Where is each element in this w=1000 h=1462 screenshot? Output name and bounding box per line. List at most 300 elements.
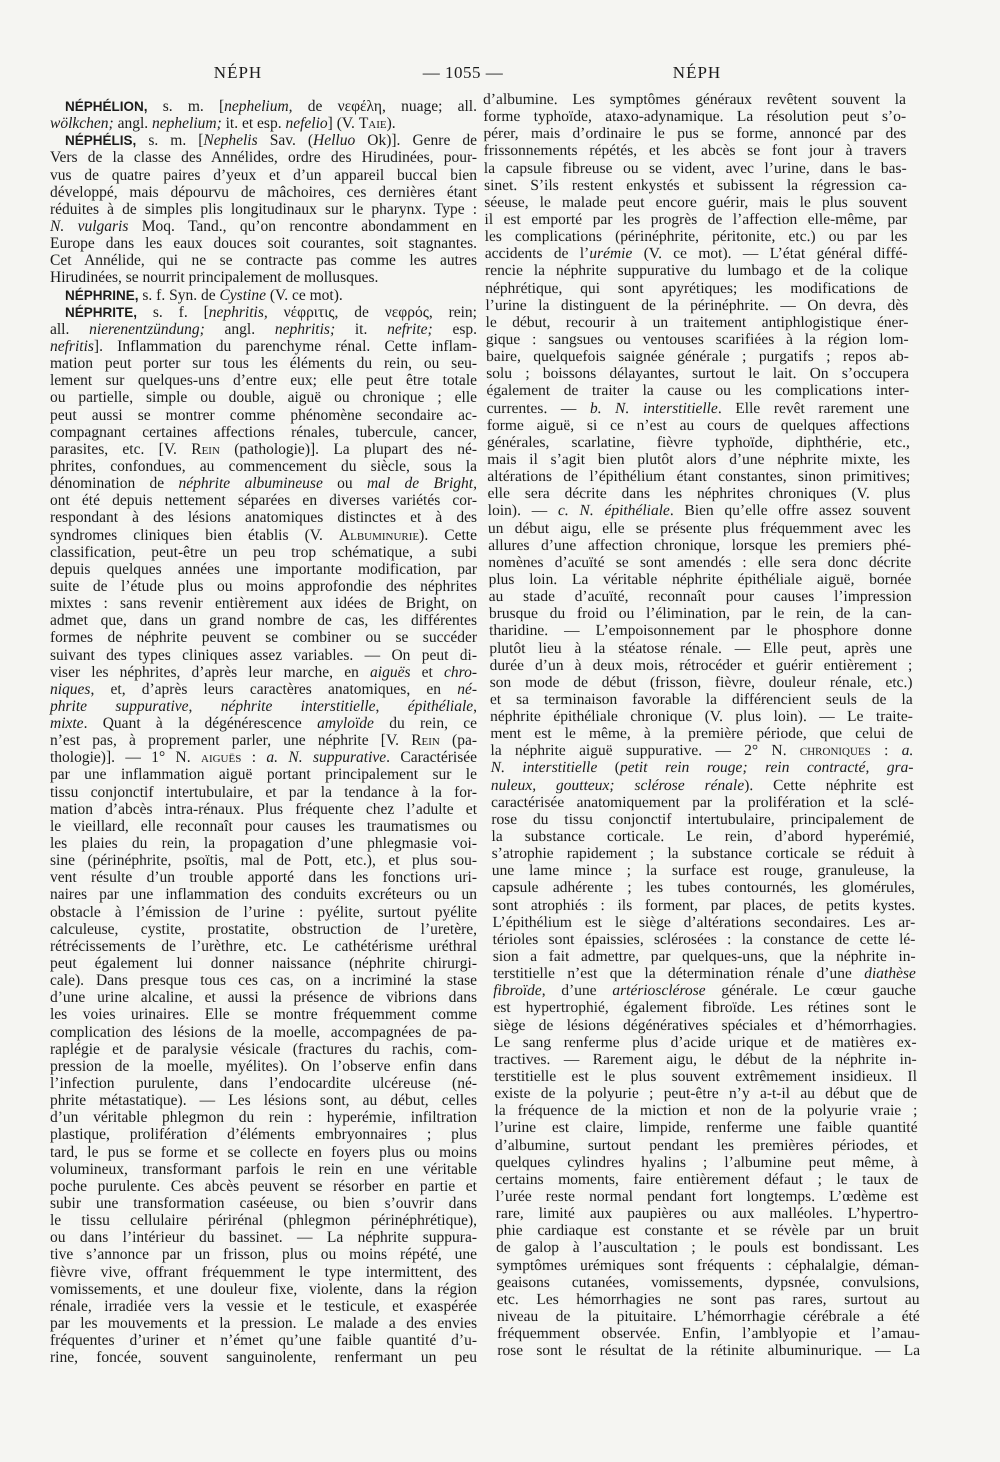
text-run: développé, mais dépourvu de mâchoires, ces dernières étant xyxy=(50,183,477,201)
text-line xyxy=(50,989,477,1006)
text-line xyxy=(492,897,915,914)
text-line xyxy=(50,1264,477,1281)
text-run: baire, quelquefois saignée générale ; purgatifs ; repos ab- xyxy=(485,348,909,366)
text-run: s. f. Syn. de xyxy=(138,286,220,304)
text-line xyxy=(491,811,914,828)
text-run: siège de lésions dégénératives spéciales et d’hémorrhagies. xyxy=(493,1016,917,1034)
text-line xyxy=(50,527,477,544)
text-run: rine, foncée, souvent sanguinolente, renfermant un peu xyxy=(50,1349,477,1367)
text-line xyxy=(487,485,910,502)
text-run: (V. ce mot). — L’état général diffé- xyxy=(632,245,908,263)
small-caps-text: Rein xyxy=(191,440,220,458)
text-line xyxy=(497,1308,920,1325)
text-run: d’albumine. Les symptômes généraux revêtent souvent la xyxy=(483,91,907,108)
text-run: . Bien qu’elle offre assez souvent xyxy=(669,502,911,520)
text-line xyxy=(50,801,477,818)
text-line xyxy=(50,955,477,972)
text-run: , xyxy=(188,697,221,715)
text-line xyxy=(50,647,477,664)
small-caps-text: aiguës xyxy=(201,749,242,767)
dictionary-entry xyxy=(50,132,477,286)
italic-text: mixte xyxy=(50,715,84,733)
text-run: fréquentes d’uriner et n’émet qu’une faible quantité d’u- xyxy=(50,1332,477,1350)
text-line xyxy=(486,314,909,331)
dictionary-entry xyxy=(50,98,477,132)
text-line xyxy=(50,338,477,355)
text-line xyxy=(50,149,477,166)
italic-text: niques xyxy=(50,680,91,698)
small-caps-text: chroniques xyxy=(799,742,871,760)
text-run: ou partielle, simple ou double, aiguë ou chronique ; elle xyxy=(50,389,477,407)
text-line xyxy=(495,1119,918,1136)
text-line xyxy=(488,571,911,588)
text-run: compagnant certaines affections rénales, tubercule, cancer, xyxy=(50,423,477,441)
text-run: d’albumine, surtout pendant les premières périodes, et xyxy=(494,1136,918,1154)
text-run: ). Cette xyxy=(419,526,477,544)
text-line xyxy=(50,595,477,612)
text-run: sion a fait admettre, par quelques-uns, que la néphrite in- xyxy=(492,948,916,966)
text-line xyxy=(50,218,477,235)
text-run: ment est le même, à la première période, que celui de xyxy=(490,725,914,743)
text-line xyxy=(487,468,910,485)
italic-text: nefrite; xyxy=(387,320,433,338)
dictionary-entry xyxy=(50,287,477,304)
text-line xyxy=(495,1154,918,1171)
text-line xyxy=(50,269,477,286)
italic-text: né- xyxy=(457,680,477,698)
text-run: loin). — xyxy=(487,502,559,520)
text-run: admet que, dans un grand nombre de cas, les différentes xyxy=(50,612,477,630)
italic-text: épithéliale xyxy=(407,697,474,715)
text-line xyxy=(483,108,906,125)
text-run: Le sang renferme plus d’acide urique et de matières ex- xyxy=(493,1033,917,1051)
text-run: le vieillard, elle reconnaît pour causes les traumatismes ou xyxy=(50,817,477,835)
text-line xyxy=(486,382,909,399)
text-line xyxy=(50,1092,477,1109)
text-line xyxy=(484,160,907,177)
text-run: symptômes urémiques sont fréquents : céphalalgie, déman- xyxy=(496,1256,920,1274)
text-column-right xyxy=(483,91,920,1359)
running-head-left: NÉPH xyxy=(213,63,263,82)
text-run: Europe dans les eaux douces soit courantes, soit stagnantes. xyxy=(50,235,477,253)
text-line xyxy=(50,1161,477,1178)
text-run: currentes. — xyxy=(486,399,591,417)
text-run: du rein, ce xyxy=(373,715,477,733)
text-line xyxy=(50,869,477,886)
text-run: vent résulte d’un trouble apporté dans les fonctions uri- xyxy=(50,869,477,887)
text-run: rénale, irradiée vers la vessie et le testicule, et exaspérée xyxy=(50,1297,477,1315)
italic-text: chro- xyxy=(444,663,477,681)
text-line xyxy=(50,321,477,338)
text-run: suite de l’étude plus ou moins approfondie des néphrites xyxy=(50,577,477,595)
text-line xyxy=(50,1315,477,1332)
text-run: pérer, mais d’ordinaire le pus se forme, annoncé par des xyxy=(483,125,907,143)
italic-text: néphrite albumineuse xyxy=(178,475,323,493)
text-line xyxy=(496,1239,919,1256)
text-line xyxy=(50,304,477,321)
text-line xyxy=(50,972,477,989)
text-run: dénomination de xyxy=(50,475,179,493)
text-run: existe de la polyurie ; peut-être n’y a-t-il au début que de xyxy=(494,1085,918,1103)
text-run: rencie la néphrite suppurative du lumbago et de la colique xyxy=(484,262,908,280)
text-run: gique : sangsues ou ventouses scarifiées à la région lom- xyxy=(485,330,909,348)
text-line xyxy=(485,245,908,262)
text-run: classification, peut-être un peu trop schématique, a subi xyxy=(50,543,477,561)
text-line xyxy=(492,914,915,931)
text-line xyxy=(489,657,912,674)
text-run: lement sur quelques-uns d’entre eux; elle peut être totale xyxy=(50,372,477,390)
text-line xyxy=(490,708,913,725)
text-run: séeuse, le malade peut encore guérir, mais le plus souvent xyxy=(484,193,908,211)
italic-text: phrite suppurative xyxy=(50,697,189,715)
text-run: s. m. [ xyxy=(147,98,225,115)
text-run: ( xyxy=(597,759,621,777)
text-line xyxy=(50,698,477,715)
text-run: poche purulente. Ces abcès peuvent se résorber en partie et xyxy=(50,1177,477,1195)
text-run: fréquemment observée. Enfin, l’amblyopie et l’amau- xyxy=(497,1325,921,1343)
text-run: ou xyxy=(322,475,367,493)
text-run: Hirudinées, se nourrit principalement de mollusques. xyxy=(50,269,379,287)
italic-text: nephelium; xyxy=(152,115,222,133)
text-run: geaisons cutanées, vomissements, dypsnée, convulsions, xyxy=(496,1273,920,1291)
text-run: également de traiter la cause ou les complications inter- xyxy=(486,382,910,400)
text-run: vus de quatre paires d’yeux et d’un appareil buccal bien xyxy=(50,166,477,184)
text-run: d’une urine alcaline, et aussi la présence de vibrions dans xyxy=(50,989,477,1007)
text-run: capsule adhérente ; les tubes contournés, les glomérules, xyxy=(491,879,915,897)
text-run: certains moments, faire entièrement défaut ; le taux de xyxy=(495,1170,919,1188)
text-line xyxy=(50,578,477,595)
text-line xyxy=(489,605,912,622)
text-line xyxy=(50,475,477,492)
text-run: néphrite épithéliale chronique (V. plus loin). — Le traite- xyxy=(490,708,914,726)
text-run: mixtes : sans revenir entièrement aux idées de Bright, on xyxy=(50,595,477,613)
text-run: Ok)]. Genre de xyxy=(355,132,477,150)
text-run: l’urine la distinguent de la périnéphrite. — On devra, dès xyxy=(485,296,909,314)
running-head-right: NÉPH xyxy=(672,63,722,82)
text-line xyxy=(50,509,477,526)
text-line xyxy=(50,458,477,475)
italic-text: nierenentzündung; xyxy=(89,320,205,338)
text-run: terstitielle est le plus souvent extrêmement insidieux. Il xyxy=(494,1068,918,1086)
text-line xyxy=(50,715,477,732)
italic-text: urémie xyxy=(589,245,633,263)
text-run: ] (V. xyxy=(327,115,359,133)
text-line xyxy=(487,417,910,434)
text-line xyxy=(50,749,477,766)
text-line xyxy=(496,1257,919,1274)
text-run: : xyxy=(241,749,267,767)
text-run: tractives. — Rarement aigu, le début de la néphrite in- xyxy=(493,1050,917,1068)
text-line xyxy=(50,561,477,578)
text-line xyxy=(50,904,477,921)
text-run: accidents de l’ xyxy=(484,245,590,263)
text-run: brusque du froid ou l’élimination, par le rein, de la can- xyxy=(488,605,912,623)
text-line xyxy=(50,852,477,869)
text-line xyxy=(50,544,477,561)
italic-text: nephelium, xyxy=(224,98,293,115)
italic-text: N. interstitielle xyxy=(490,759,598,777)
text-line xyxy=(483,125,906,142)
italic-text: Nephelis xyxy=(203,132,258,150)
text-run: ou dans l’intérieur du bassinet. — La néphrite suppura- xyxy=(50,1229,477,1247)
text-run: plastique, prolifération d’éléments embryonnaires ; plus xyxy=(50,1126,477,1144)
text-run: : xyxy=(870,742,902,760)
italic-text: nephritis; xyxy=(274,320,336,338)
italic-text: petit rein rouge; rein contracté, gra- xyxy=(619,759,914,777)
text-line xyxy=(484,142,907,159)
text-line xyxy=(494,1085,917,1102)
text-run: plutôt lieu à la stéatose rénale. — Elle peut, après une xyxy=(489,639,913,657)
text-line xyxy=(50,184,477,201)
text-run: tharidine. — L’empoisonnement par le phosphore donne xyxy=(489,622,913,640)
text-run: phrite métastatique). — Les lésions sont, au début, celles xyxy=(50,1092,477,1110)
text-run: vomissements, et une douleur fixe, violente, dans la région xyxy=(50,1280,477,1298)
text-line xyxy=(484,177,907,194)
text-run: forme aiguë, si ce n’est au cours de quelques affections xyxy=(486,416,910,434)
text-line xyxy=(50,1006,477,1023)
text-line xyxy=(50,372,477,389)
text-line xyxy=(50,201,477,218)
italic-text: nefritis xyxy=(50,337,94,355)
text-run: il est emporté par les progrès de l’affection elle-même, par xyxy=(484,210,908,228)
italic-text: c. N. épithéliale xyxy=(557,502,670,520)
text-line xyxy=(490,725,913,742)
text-run: angl. xyxy=(204,320,275,338)
text-run: L’épithélium est le siège d’altérations secondaires. Les ar- xyxy=(492,913,916,931)
entry-continuation xyxy=(483,91,920,1359)
text-run: peut également lui donner naissance (néphrite chirurgi- xyxy=(50,955,477,973)
text-line xyxy=(494,1017,917,1034)
text-line xyxy=(492,862,915,879)
text-line xyxy=(487,434,910,451)
text-line xyxy=(50,98,477,115)
text-line xyxy=(50,1229,477,1246)
text-run: mation d’abcès intra-rénaux. Plus fréquente chez l’adulte et xyxy=(50,800,477,818)
text-run: ). Cette néphrite est xyxy=(744,776,914,794)
italic-text: a. N. suppurative xyxy=(266,749,387,767)
headword: NÉPHRINE, xyxy=(65,287,139,303)
text-run: tard, le pus se forme et se collecte en foyers plus ou moins xyxy=(50,1143,477,1161)
dictionary-entry xyxy=(50,304,477,1367)
text-run: fièvre vive, offrant fréquemment le type intermittent, des xyxy=(50,1263,477,1281)
text-run: quelques cylindres hyalins ; l’albumine peut même, à xyxy=(495,1153,919,1171)
text-run: niveau de la pituitaire. L’hémorrhagie cérébrale a été xyxy=(496,1307,920,1325)
text-run: it. et esp. xyxy=(221,115,286,133)
text-run: la néphrite aiguë suppurative. — 2° N. xyxy=(490,742,800,760)
text-line xyxy=(50,629,477,646)
text-run: térioles sont épaissies, sclérosées : la constance de cette lé- xyxy=(492,930,916,948)
text-run: thologie)]. — 1° N. xyxy=(50,749,201,767)
text-run: forme typhoïde, ataxo-adynamique. La résolution peut s’o- xyxy=(483,108,907,126)
headword: NÉPHRITE, xyxy=(65,304,138,320)
text-run: la substance corticale. Le rein, d’abord hyperémié, xyxy=(491,828,915,846)
italic-text: diathèse xyxy=(864,965,916,983)
italic-text: artériosclérose xyxy=(612,982,706,1000)
text-line xyxy=(493,965,916,982)
text-line xyxy=(487,400,910,417)
text-line xyxy=(50,389,477,406)
text-line xyxy=(492,845,915,862)
text-run: (V. ce mot). xyxy=(265,286,343,304)
text-line xyxy=(50,1126,477,1143)
text-line xyxy=(50,681,477,698)
text-line xyxy=(497,1325,920,1342)
text-line xyxy=(489,588,912,605)
text-run: sine (périnéphrite, psoïtis, mal de Pott, etc.), et plus sou- xyxy=(50,852,477,870)
text-run: l’urine est claire, limpide, renferme une faible quantité xyxy=(494,1119,918,1137)
text-run: les complications (périnéphrite, péritonite, etc.) ou par les xyxy=(484,228,908,246)
text-run: pression de la moelle, myélites). On l’observe enfin dans xyxy=(50,1057,477,1075)
text-line xyxy=(50,1246,477,1263)
text-run: une lame mince ; la surface est rouge, granuleuse, la xyxy=(491,862,915,880)
text-run: solu ; boissons délayantes, surtout le lait. On s’occupera xyxy=(486,365,910,383)
text-line xyxy=(486,365,909,382)
italic-text: N. vulgaris xyxy=(50,217,129,235)
text-line xyxy=(495,1137,918,1154)
text-run: Vers de la classe des Annélides, ordre des Hirudinées, pour- xyxy=(50,149,477,167)
italic-text: wölkchen; xyxy=(50,115,114,133)
text-run: esp. xyxy=(432,320,477,338)
text-line xyxy=(50,115,477,132)
text-line xyxy=(497,1291,920,1308)
text-line xyxy=(50,1024,477,1041)
text-line xyxy=(50,1212,477,1229)
text-line xyxy=(488,554,911,571)
text-line xyxy=(491,777,914,794)
text-line xyxy=(491,828,914,845)
text-line xyxy=(50,1298,477,1315)
text-run: un début aigu, elle se présente plus fréquemment avec les xyxy=(487,519,911,537)
text-line xyxy=(50,612,477,629)
text-run: phrites, confondues, au commencement du siècle, sous la xyxy=(50,457,477,475)
text-run: respondant à des lésions anatomiques distinctes et à des xyxy=(50,509,477,527)
text-line xyxy=(50,355,477,372)
text-line xyxy=(487,451,910,468)
text-run: d’un véritable phlegmon du rein : hyperémie, infiltration xyxy=(50,1109,477,1127)
italic-text: fibroïde xyxy=(493,982,542,1000)
text-run: parasites, etc. [V. xyxy=(50,440,192,458)
text-line xyxy=(50,886,477,903)
text-run: all. xyxy=(50,320,90,338)
text-line xyxy=(50,252,477,269)
text-run: le tissu cellulaire périrénal (phlegmon périnéphrétique), xyxy=(50,1212,477,1230)
text-run: etc. Les hémorrhagies ne sont pas rares, surtout au xyxy=(496,1290,920,1308)
text-line xyxy=(485,228,908,245)
text-run: Sav. ( xyxy=(257,132,314,150)
text-run: est hypertrophié, également fibroïde. Les rétines sont le xyxy=(493,999,917,1017)
italic-text: nuleux, goutteux; sclérose rénale xyxy=(490,776,745,794)
text-column-left xyxy=(50,98,477,1366)
text-line xyxy=(489,622,912,639)
text-run: complication des lésions de la moelle, accompagnées de pa- xyxy=(50,1023,477,1041)
text-run: ont été depuis nettement séparées en diverses variétés cor- xyxy=(50,492,477,510)
text-run: cale). Dans presque tous ces cas, on a incriminé la stase xyxy=(50,972,477,990)
text-line xyxy=(493,931,916,948)
text-line xyxy=(496,1222,919,1239)
text-line xyxy=(50,766,477,783)
text-line xyxy=(490,691,913,708)
italic-text: Cystine xyxy=(219,286,266,304)
text-run: réduites à de simples plis longitudinaux sur le pharynx. Type : xyxy=(50,200,477,218)
text-run: naires par une inflammation des conduits excréteurs ou un xyxy=(50,886,477,904)
text-run: générales, scarlatine, fièvre typhoïde, diphthérie, etc., xyxy=(486,433,910,451)
text-line xyxy=(50,818,477,835)
text-line xyxy=(494,1034,917,1051)
italic-text: b. N. interstitielle xyxy=(589,399,718,417)
text-line xyxy=(491,759,914,776)
text-line xyxy=(483,91,906,108)
text-run: obstacle à l’émission de l’urine : pyélite, surtout pyélite xyxy=(50,903,477,921)
text-run: néphrétique, qui sont apyrétiques; les modifications de xyxy=(485,279,909,297)
text-line xyxy=(490,742,913,759)
text-run: rétrécissements de l’urèthre, etc. Le cathétérisme uréthral xyxy=(50,937,477,955)
text-run: le début, recourir à un traitement antiphlogistique éner- xyxy=(485,313,909,331)
text-line xyxy=(495,1171,918,1188)
text-run: la fréquence de la miction et non de la polyurie vraie ; xyxy=(494,1102,918,1120)
text-run: (pathologie)]. La plupart des né- xyxy=(219,440,477,458)
text-run: . Elle revêt rarement une xyxy=(717,399,910,417)
text-run: rose sont le résultat de la rétinite albuminurique. — La xyxy=(497,1342,921,1360)
text-line xyxy=(490,674,913,691)
italic-text: aiguës xyxy=(370,663,411,681)
text-line xyxy=(50,938,477,955)
small-caps-text: Taie xyxy=(358,115,387,133)
small-caps-text: Rein xyxy=(411,732,440,750)
text-line xyxy=(488,520,911,537)
text-line xyxy=(50,492,477,509)
text-run: générale. Le cœur gauche xyxy=(705,982,917,1000)
text-line xyxy=(485,280,908,297)
text-run: , xyxy=(375,697,408,715)
text-line xyxy=(485,297,908,314)
text-run: frissonnements répétés, et les abcès se font jour à travers xyxy=(483,142,907,160)
text-run: par une inflammation aiguë portant principalement sur le xyxy=(50,766,477,784)
text-run: mais il s’agit bien plutôt alors d’une néphrite mixte, les xyxy=(487,450,911,468)
text-line xyxy=(50,921,477,938)
text-run: , et, d’après leurs caractères anatomiques, en xyxy=(90,680,458,698)
text-run: caractérisée anatomiquement par la prolifération et la sclé- xyxy=(490,793,914,811)
text-line xyxy=(50,1109,477,1126)
text-run: syndromes cliniques bien établis (V. xyxy=(50,526,339,544)
italic-text: Helluo xyxy=(313,132,356,150)
text-line xyxy=(50,424,477,441)
text-line xyxy=(494,1102,917,1119)
text-line xyxy=(50,132,477,149)
text-line xyxy=(496,1205,919,1222)
text-run: depuis quelques années une importante modification, par xyxy=(50,560,477,578)
text-line xyxy=(494,1051,917,1068)
text-run: s’atrophie rapidement ; la substance corticale se réduit à xyxy=(491,845,915,863)
text-run: au stade d’acuïté, reconnaît pour causes l’impression xyxy=(488,588,912,606)
italic-text: amyloïde xyxy=(317,715,374,733)
text-run: la capsule fibreuse ou se vident, avec l’urine, dans le bas- xyxy=(483,159,907,177)
text-line xyxy=(493,982,916,999)
text-line xyxy=(50,441,477,458)
italic-text: mal de Bright, xyxy=(366,475,477,493)
text-run: par les mouvements et la pression. Le malade a des envies xyxy=(50,1314,477,1332)
text-run: volumineux, transformant parfois le rein en une véritable xyxy=(50,1160,477,1178)
text-run: mation peut porter sur tous les éléments du rein, ou seu- xyxy=(50,355,477,373)
text-run: rare, limité aux paupières ou aux malléoles. L’hypertro- xyxy=(495,1205,919,1223)
text-run: elle sera décrite dans les néphrites chroniques (V. plus xyxy=(487,485,911,503)
text-line xyxy=(50,835,477,852)
page-number: — 1055 — xyxy=(422,63,504,82)
text-line xyxy=(50,1075,477,1092)
text-run: son mode de début (frisson, fièvre, douleur rénale, etc.) xyxy=(489,673,913,691)
text-line xyxy=(50,784,477,801)
text-run: , xyxy=(473,697,478,715)
text-run: l’urée reste normal pendant fort longtemps. L’œdème est xyxy=(495,1188,919,1205)
